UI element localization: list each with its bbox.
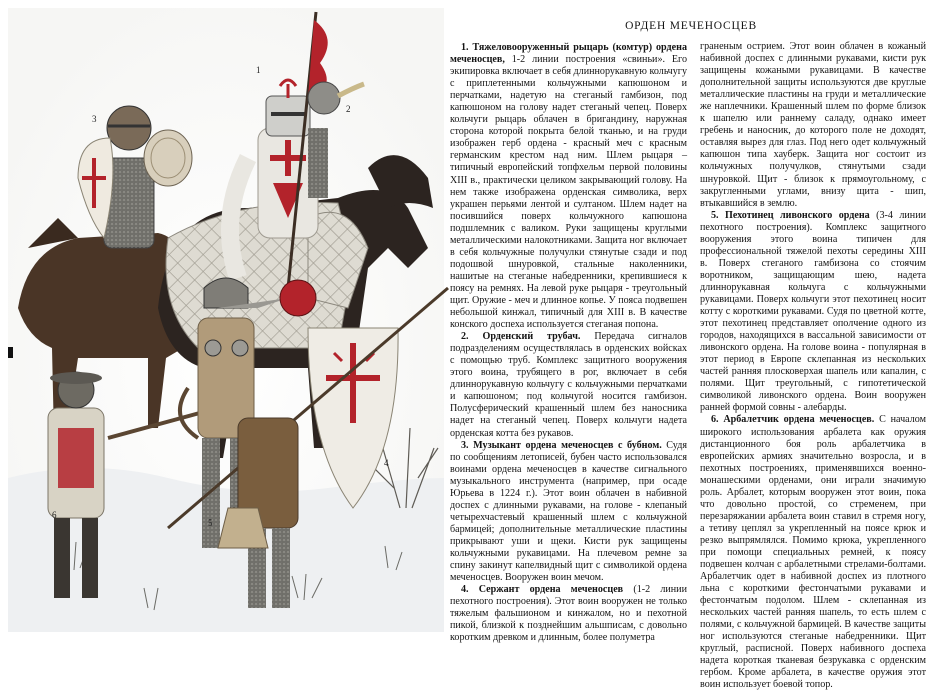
paragraph-4-text: (1-2 линии пехотного построения). Этот воин вооружен не только тяжелым фальшионом и кинжалом, но и пехотной пикой, близкой к позднейшим альшписам, с довольно коротким древком и длинным, более полуметра xyxy=(450,584,687,644)
text-column-left xyxy=(450,42,687,644)
paragraph-1-text: 1-2 линии построения «свиньи». Его экипировка включает в себя длиннорукавную кольчугу с приплетенными кольчужными капюшоном и перчатками, надетую на стеганый гамбизон, под капюшоном на голову надет стеганый чепец. Поверх кольчуги рыцарь облачен в бригандину, наружная сторона которой покрыта белой тканью, и на груди изображен герб ордена - красный меч с красным германским крестом над ним. Шлем рыцаря – типичный европейский топфхельм первой половины XIII в., практически целиком закрывающий голову. На нем также изображена орденская символика, верх украшен перьями лентой и султаном. Шлем надет на посившийся поверх кольчужного капюшона подшлемник с валиком. Руки защищены круглыми металлическими налокотниками. Защита ног включает в себя кольчужные получулки стянутые сзади и под подошвой шнуровкой, стальные наколенники, нашитые на стеганые набедренники, крепившиеся к поясу на ремнях. На левой руке рыцаря - треугольный щит. Оружие - меч и длинное копье. У пояса подвешен небольшой кинжал, типичный для XIII в. В качестве конского доспеха используется стеганая попона. xyxy=(450,54,687,331)
paragraph-6-text: С началом широкого использования арбалета как оружия дистанционного боя роль арбалетчика в европейских армиях значительно возросла, и в пехотных построениях, применявшихся военно-монашескими орденами, они играли значимую роль. Арбалет, которым вооружен этот воин, пока что довольно простой, со стременем, при перезаряжании арбалета воин ставил в стремя ногу, а тетиву цеплял за укрепленный на поясе крюк и резко выпрямлялся. Помимо крюка, укрепленного при помощи специальных ремней, к поясу подвешен колчан с арбалетными стрелами-болтами. Арбалетчик одет в набивной доспех из плотного льна с короткими фестончатыми рукавами и фестончатым подолом. Шлем - склепанная из нескольких частей ранняя шапель, то есть шлем с полями, с кольчужной бармицей. В качестве защиты ног используются стеганые набедренники. Щит круглый, расписной. Поверх набивного доспеха надета короткая тканевая безрукавка с орденским гербом. Кроме арбалета, в качестве оружия этот воин использует боевой топор. xyxy=(700,414,926,691)
paragraph-5-heading: 5. Пехотинец ливонского ордена xyxy=(711,209,870,221)
paragraph-3-heading: 3. Музыкант ордена меченосцев с бубном. xyxy=(461,439,662,451)
text-column-right xyxy=(700,41,926,692)
paragraph-1-heading: 1. Тяжеловооруженный рыцарь (комтур) ордена меченосцев, xyxy=(450,42,687,66)
figure-label-3: 3 xyxy=(92,114,97,124)
paragraph-6 xyxy=(700,414,926,691)
paragraph-2-text: Передача сигналов подразделениям осуществлялась в орденских войсках с помощью труб. Комплекс защитного вооружения этого воина, трубящего в рог, включает в себя длиннорукавную кольчугу с кольчужными перчатками и капюшоном; под кольчугой носится гамбизон. Полусферический крашенный шлем без наносника надет на стеганый чепец. Поверх кольчуги надета орденская котта без рукавов. xyxy=(450,331,687,439)
page-title: ОРДЕН МЕЧЕНОСЦЕВ xyxy=(625,20,757,32)
paragraph-2 xyxy=(450,331,687,439)
figure-label-5: 5 xyxy=(208,518,213,528)
paragraph-3 xyxy=(450,440,687,585)
paragraph-3-text: Судя по сообщениям летописей, бубен часто использовался воинами ордена меченосцев в качестве сигнального музыкального инструмента (например, при осаде Юрьева в 1224 г.). Этот воин облачен в набивной доспех с длинными рукавами, на голове - клепаный четырехчастевый крашенный шлем с кольчужной бармицей; дополнительные металлические пластины прикрывают уши и щеки. Кисти рук защищены кольчужными рукавицами. На плечевом ремне за спину закинут капелвидный щит с символикой ордена меченосцев. Вооружен воин мечом. xyxy=(450,439,687,584)
figure-label-1: 1 xyxy=(256,65,261,75)
page-edge-marker xyxy=(8,347,13,358)
figure-label-6: 6 xyxy=(52,510,57,520)
figure-label-2: 2 xyxy=(346,104,351,114)
paragraph-4-continued-text: граненым острием. Этот воин облачен в кожаный набивной доспех с длинными рукавами, кисти рук защищены кожаными рукавицами. В качестве дополнительной защиты используются две круглые металлические пластины на груди и металлические же наплечники. Крашенный шлем по форме близок к шапелю или раннему саладу, однако имеет гребень и наносник, до которого поле не доходят, оставляя вырез для глаз. Под него одет кольчужный капюшон типа хауберк. Защита ног состоит из кольчужных получулков, стянутыми сзади шнуровкой. Щит - близок к прямоугольному, с закругленными углами, внизу щита - шип, втыкавшийся в землю. xyxy=(700,41,926,209)
knights-illustration xyxy=(8,8,444,632)
paragraph-4-continued xyxy=(700,41,926,210)
paragraph-2-heading: 2. Орденский трубач. xyxy=(461,331,581,343)
paragraph-1 xyxy=(450,42,687,331)
paragraph-4-heading: 4. Сержант ордена меченосцев xyxy=(461,584,624,596)
paragraph-5-text: (3-4 линии пехотного построения). Комплекс защитного вооружения этого воина типичен для профессиональной тяжелой пехоты середины XIII в. Поверх стеганого гамбизона со стоячим воротником, защищающим шею, надета длиннорукавная кольчуга с кольчужными рукавицами. Поверх кольчуги этот пехотинец носит котту с короткими рукавами. Судя по цветной котте, этот пехотинец представляет ополчение одного из городов, находящихся в вассальной зависимости от ливонского ордена. На голове воина - популярная в этот период в Европе склепанная из нескольких частей ранняя плосковерхая шапель или капалин, с полями. Щит треугольный, с гипотетической символикой ливонского ордена. Воин вооружен ранней формой совны - алебарды. xyxy=(700,209,926,414)
paragraph-5 xyxy=(700,210,926,415)
figure-label-4: 4 xyxy=(384,458,389,468)
paragraph-6-heading: 6. Арбалетчик ордена меченосцев. xyxy=(711,414,875,426)
paragraph-4 xyxy=(450,584,687,644)
